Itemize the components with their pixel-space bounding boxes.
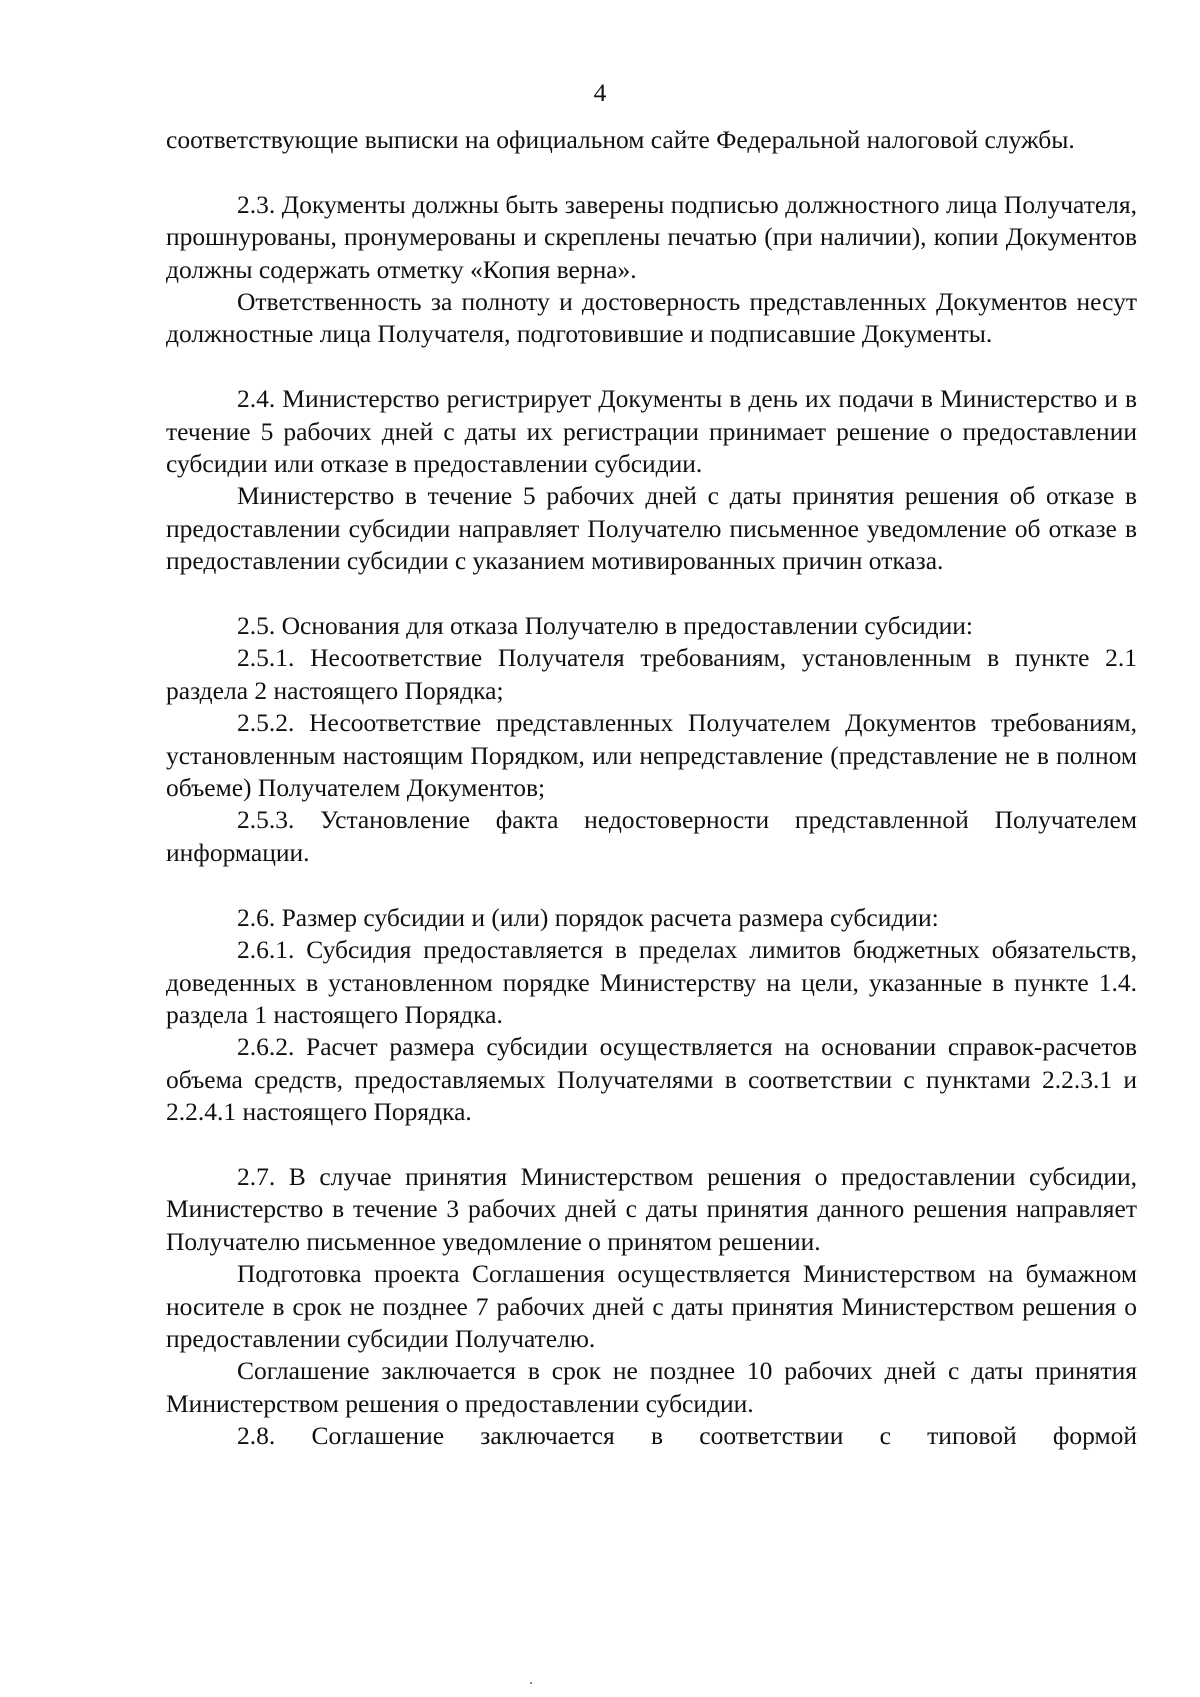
- paragraph: 2.3. Документы должны быть заверены подписью должностного лица Получателя, прошнурованы, пронумерованы и скреплены печатью (при наличии), копии Документов должны содержать отметку «Копия верна».: [166, 189, 1137, 284]
- paragraph: соответствующие выписки на официальном сайте Федеральной налоговой службы.: [166, 125, 1075, 154]
- paragraph: Соглашение заключается в срок не позднее 10 рабочих дней с даты принятия Министерством решения о предоставлении субсидии.: [166, 1356, 1137, 1418]
- paragraph: 2.5.3. Установление факта недостоверности представленной Получателем информации.: [166, 805, 1137, 867]
- paragraph: 2.4. Министерство регистрирует Документы в день их подачи в Министерство и в течение 5 рабочих дней с даты их регистрации принимает решение о предоставлении субсидии или отказе в предоставлении субсидии.: [166, 384, 1137, 479]
- paragraph: 2.5. Основания для отказа Получателю в предоставлении субсидии:: [237, 611, 974, 641]
- paragraph: 2.8. Соглашение заключается в соответствии с типовой формой: [237, 1421, 1137, 1451]
- page-number: 4: [593, 78, 607, 107]
- scan-speck: [530, 1682, 532, 1684]
- paragraph: 2.7. В случае принятия Министерством решения о предоставлении субсидии, Министерство в течение 3 рабочих дней с даты принятия данного решения направляет Получателю письменное уведомление о принятом решении.: [166, 1161, 1137, 1256]
- paragraph: 2.5.1. Несоответствие Получателя требованиям, установленным в пункте 2.1 раздела 2 настоящего Порядка;: [166, 643, 1137, 705]
- paragraph: 2.6.1. Субсидия предоставляется в пределах лимитов бюджетных обязательств, доведенных в установленном порядке Министерству на цели, указанные в пункте 1.4. раздела 1 настоящего Порядка.: [166, 935, 1137, 1029]
- document-body: [166, 124, 1137, 1453]
- paragraph: 2.6. Размер субсидии и (или) порядок расчета размера субсидии:: [237, 902, 939, 932]
- paragraph: Ответственность за полноту и достоверность представленных Документов несут должностные лица Получателя, подготовившие и подписавшие Документы.: [166, 287, 1137, 349]
- paragraph: Министерство в течение 5 рабочих дней с даты принятия решения об отказе в предоставлении субсидии направляет Получателю письменное уведомление об отказе в предоставлении субсидии с указанием мотивированных причин отказа.: [166, 481, 1137, 576]
- paragraph: 2.6.2. Расчет размера субсидии осуществляется на основании справок-расчетов объема средств, предоставляемых Получателями в соответствии с пунктами 2.2.3.1 и 2.2.4.1 настоящего Порядка.: [166, 1032, 1137, 1127]
- paragraph: 2.5.2. Несоответствие представленных Получателем Документов требованиям, установленным настоящим Порядком, или непредставление (представление не в полном объеме) Получателем Документов;: [166, 708, 1137, 803]
- paragraph: Подготовка проекта Соглашения осуществляется Министерством на бумажном носителе в срок не позднее 7 рабочих дней с даты принятия Министерством решения о предоставлении субсидии Получателю.: [166, 1259, 1137, 1353]
